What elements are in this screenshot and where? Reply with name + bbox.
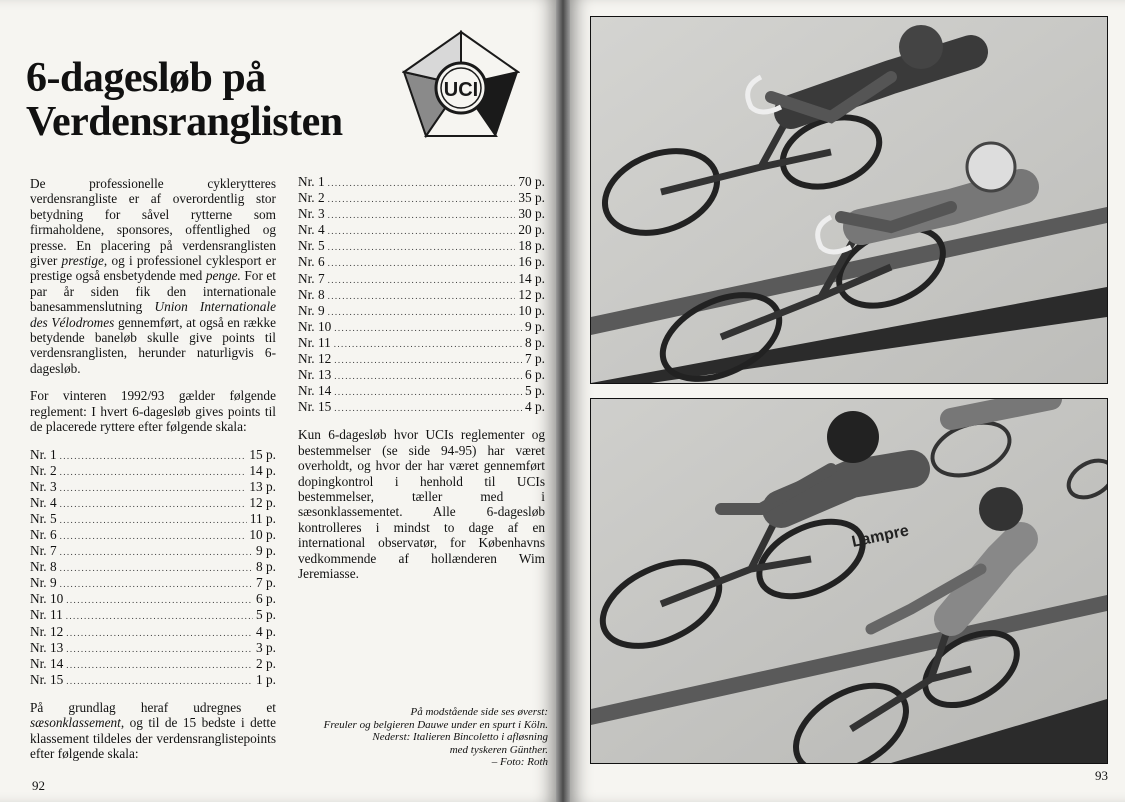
placement-label: Nr. 1 — [30, 446, 57, 462]
placement-label: Nr. 3 — [298, 206, 325, 222]
placement-label: Nr. 11 — [298, 334, 331, 350]
photo-caption: På modstående side ses øverst: Freuler og belgieren Dauwe under en spurt i Köln. Nederst: Italieren Bincoletto i afløsning med tyskeren Günther. – Foto: Roth — [323, 706, 548, 769]
points-row — [298, 206, 545, 222]
jersey-lettering: Lampre — [850, 522, 911, 551]
dot-leader — [60, 481, 247, 495]
dot-leader — [334, 337, 522, 351]
placement-label: Nr. 11 — [30, 607, 63, 623]
points-row — [298, 383, 545, 399]
points-row — [30, 656, 276, 672]
points-value: 5 p. — [525, 383, 545, 399]
points-value: 3 p. — [256, 639, 276, 655]
right-page — [570, 0, 1125, 802]
points-row — [30, 672, 276, 688]
points-row — [298, 287, 545, 303]
placement-label: Nr. 7 — [298, 270, 325, 286]
dot-leader — [334, 401, 522, 415]
points-value: 1 p. — [256, 671, 276, 687]
dot-leader — [60, 529, 247, 543]
book-gutter — [556, 0, 570, 802]
points-row — [298, 174, 545, 190]
placement-label: Nr. 13 — [30, 639, 64, 655]
placement-label: Nr. 14 — [298, 383, 332, 399]
placement-label: Nr. 12 — [298, 351, 332, 367]
points-value: 15 p. — [249, 446, 276, 462]
placement-label: Nr. 7 — [30, 543, 57, 559]
photo-track-sprint — [590, 16, 1108, 384]
placement-label: Nr. 1 — [298, 174, 325, 189]
points-value: 16 p. — [518, 254, 545, 270]
points-value: 8 p. — [525, 334, 545, 350]
placement-label: Nr. 13 — [298, 367, 332, 383]
dot-leader — [66, 642, 253, 656]
points-row — [298, 238, 545, 254]
closing-paragraph: Kun 6-dagesløb hvor UCIs reglementer og bestemmelser (se side 94-95) har været overholdt, og hvor der har været gennemført dopingkontrol i henhold til UCIs bestemmelser, tæller med i sæsonklassementet. Alle 6-dagesløb kontrolleres i mindst to dage af en international observatør, for Københavns vedkommende af hollænderen Wim Jeremiasse. — [298, 427, 545, 582]
points-value: 2 p. — [256, 655, 276, 671]
placement-label: Nr. 14 — [30, 655, 64, 671]
points-row — [298, 335, 545, 351]
points-row — [298, 399, 545, 415]
points-row — [30, 559, 276, 575]
dot-leader — [328, 256, 516, 270]
points-value: 6 p. — [256, 591, 276, 607]
placement-label: Nr. 12 — [30, 623, 64, 639]
season-points-table — [298, 174, 545, 415]
middle-column — [298, 174, 545, 581]
season-paragraph: På grundlag heraf udregnes et sæsonklassement, og til de 15 bedste i dette klassement tildeles der verdensranglistepoints efter følgende skala: — [30, 699, 276, 762]
placement-label: Nr. 2 — [298, 190, 325, 206]
dot-leader — [66, 593, 253, 607]
placement-label: Nr. 5 — [298, 238, 325, 254]
placement-label: Nr. 2 — [30, 462, 57, 478]
left-column — [30, 176, 276, 762]
points-value: 4 p. — [525, 399, 545, 415]
points-value: 10 p. — [249, 526, 276, 542]
placement-label: Nr. 8 — [30, 559, 57, 575]
placement-label: Nr. 15 — [298, 399, 332, 415]
points-row — [298, 271, 545, 287]
points-row — [30, 543, 276, 559]
dot-leader — [328, 305, 516, 319]
placement-label: Nr. 8 — [298, 286, 325, 302]
dot-leader — [60, 497, 247, 511]
dot-leader — [334, 385, 522, 399]
points-row — [298, 222, 545, 238]
points-row — [30, 463, 276, 479]
points-value: 5 p. — [256, 607, 276, 623]
uci-logo — [402, 30, 520, 140]
photo-track-relay — [590, 398, 1108, 764]
points-value: 9 p. — [525, 318, 545, 334]
dot-leader — [334, 369, 522, 383]
points-row — [30, 624, 276, 640]
dot-leader — [60, 577, 253, 591]
points-value: 30 p. — [518, 206, 545, 222]
points-row — [298, 190, 545, 206]
points-row — [298, 254, 545, 270]
points-row — [298, 351, 545, 367]
dot-leader — [60, 561, 253, 575]
dot-leader — [328, 289, 516, 303]
placement-label: Nr. 6 — [30, 526, 57, 542]
points-value: 14 p. — [518, 270, 545, 286]
page-title — [26, 56, 343, 144]
points-row — [298, 367, 545, 383]
points-value: 10 p. — [518, 302, 545, 318]
points-value: 8 p. — [256, 559, 276, 575]
points-value: 12 p. — [249, 494, 276, 510]
dot-leader — [328, 208, 516, 222]
dot-leader — [334, 321, 522, 335]
dot-leader — [66, 658, 253, 672]
dot-leader — [66, 626, 253, 640]
placement-label: Nr. 3 — [30, 478, 57, 494]
dot-leader — [60, 449, 247, 463]
points-value: 11 p. — [249, 510, 276, 526]
dot-leader — [328, 176, 516, 190]
points-value: 7 p. — [525, 351, 545, 367]
dot-leader — [60, 513, 247, 527]
points-value: 4 p. — [256, 623, 276, 639]
points-row — [30, 640, 276, 656]
placement-label: Nr. 10 — [30, 591, 64, 607]
uci-logo-text: UCI — [443, 79, 479, 101]
points-value: 70 p. — [518, 174, 545, 189]
dot-leader — [328, 224, 516, 238]
rules-paragraph: For vinteren 1992/93 gælder følgende reglement: I hvert 6-dagesløb gives points til de placerede ryttere efter følgende skala: — [30, 388, 276, 435]
points-row — [30, 607, 276, 623]
dot-leader — [66, 674, 253, 688]
title-line-1: 6-dagesløb på — [26, 55, 266, 101]
dot-leader — [66, 609, 253, 623]
dot-leader — [328, 240, 516, 254]
points-value: 7 p. — [256, 575, 276, 591]
points-value: 13 p. — [249, 478, 276, 494]
placement-label: Nr. 4 — [30, 494, 57, 510]
dot-leader — [334, 353, 522, 367]
placement-label: Nr. 9 — [30, 575, 57, 591]
dot-leader — [60, 545, 253, 559]
points-value: 14 p. — [249, 462, 276, 478]
points-value: 18 p. — [518, 238, 545, 254]
points-row — [30, 479, 276, 495]
points-row — [30, 447, 276, 463]
left-page — [0, 0, 556, 802]
page-number-right: 93 — [1095, 768, 1108, 783]
title-line-2: Verdensranglisten — [26, 99, 343, 145]
dot-leader — [328, 273, 516, 287]
points-value: 6 p. — [525, 367, 545, 383]
dot-leader — [328, 192, 516, 206]
points-row — [30, 575, 276, 591]
points-row — [298, 319, 545, 335]
points-row — [30, 511, 276, 527]
points-row — [30, 591, 276, 607]
intro-paragraph: De professionelle cyklerytteres verdensrangliste er af overordentlig stor betydning for såvel rytterne som firmaholdene, sponsores, offentlighed og presse. En placering på verdensranglisten giver prestige, og i professionel cyklesport er prestige også ensbetydende med penge. For et par år siden fik den internationale banesammenslutning Union Internationale des Vélodromes gennemført, at også en række betydende baneløb skulle give points til verdensranglisten, herunder naturligvis 6-dagesløb. — [30, 176, 277, 376]
race-points-table — [30, 447, 276, 688]
placement-label: Nr. 6 — [298, 254, 325, 270]
points-row — [30, 527, 276, 543]
points-value: 35 p. — [518, 190, 545, 206]
points-value: 9 p. — [256, 543, 276, 559]
dot-leader — [60, 465, 247, 479]
points-value: 20 p. — [518, 222, 545, 238]
points-value: 12 p. — [518, 286, 545, 302]
placement-label: Nr. 15 — [30, 671, 64, 687]
page-number-left: 92 — [32, 778, 45, 793]
placement-label: Nr. 4 — [298, 222, 325, 238]
placement-label: Nr. 5 — [30, 510, 57, 526]
points-row — [298, 303, 545, 319]
points-row — [30, 495, 276, 511]
placement-label: Nr. 10 — [298, 318, 332, 334]
placement-label: Nr. 9 — [298, 302, 325, 318]
